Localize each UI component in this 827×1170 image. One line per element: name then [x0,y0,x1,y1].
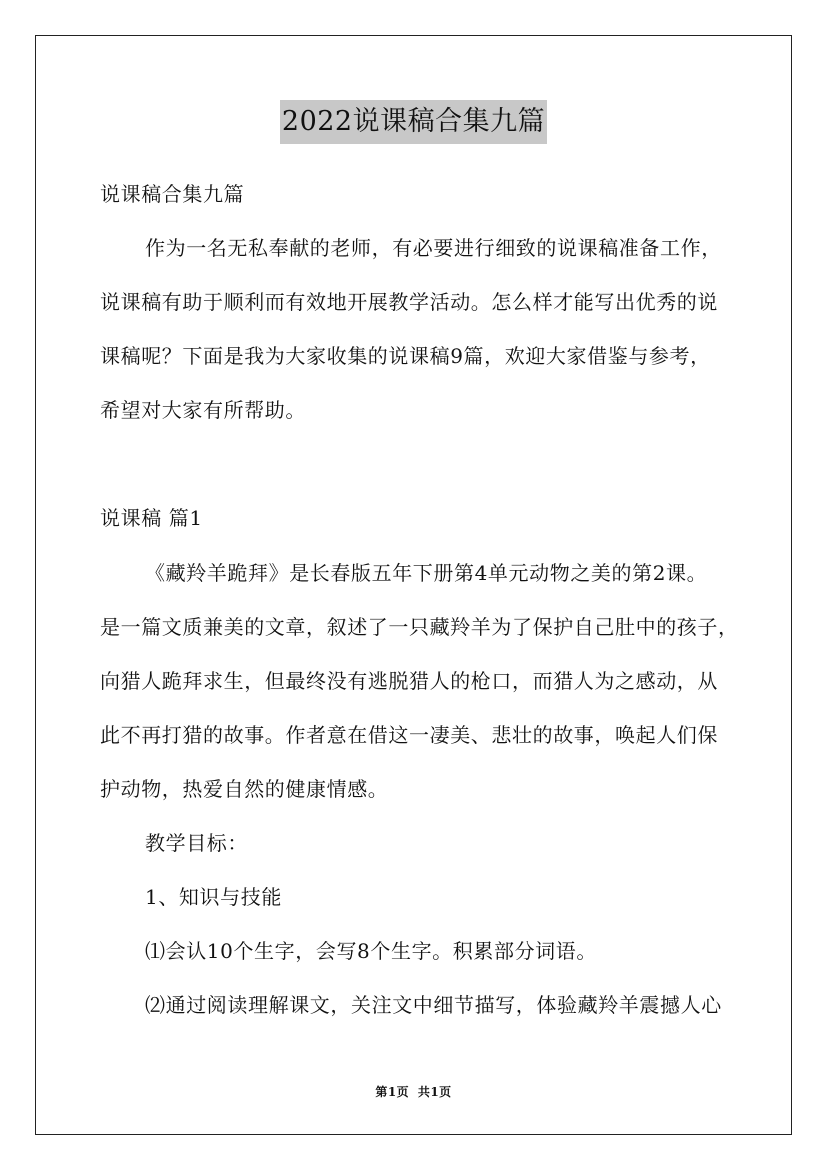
page-number: 第1页 [375,1085,410,1099]
title-text: 2022说课稿合集九篇 [280,100,547,144]
goal-subitem-2: ⑵通过阅读理解课文，关注文中细节描写，体验藏羚羊震撼人心 [145,993,722,1017]
page-footer [0,1083,827,1100]
intro-line-1: 作为一名无私奉献的老师，有必要进行细致的说课稿准备工作， [145,236,722,260]
body-line-5: 护动物，热爱自然的健康情感。 [100,777,389,801]
body-line-2: 是一篇文质兼美的文章，叙述了一只藏羚羊为了保护自己肚中的孩子， [100,615,739,639]
body-line-3: 向猎人跪拜求生，但最终没有逃脱猎人的枪口，而猎人为之感动，从 [100,669,718,693]
page-total: 共1页 [417,1085,452,1099]
body-line-4: 此不再打猎的故事。作者意在借这一凄美、悲壮的故事，唤起人们保 [100,723,718,747]
goal-subitem-1: ⑴会认10个生字，会写8个生字。积累部分词语。 [145,939,597,963]
document-title [0,100,827,144]
goal-item-1: 1、知识与技能 [145,885,282,909]
section-heading: 说课稿 篇1 [100,506,203,530]
body-line-1: 《藏羚羊跪拜》是长春版五年下册第4单元动物之美的第2课。 [145,561,708,585]
intro-line-3: 课稿呢？下面是我为大家收集的说课稿9篇，欢迎大家借鉴与参考， [100,344,711,368]
intro-line-4: 希望对大家有所帮助。 [100,398,306,422]
subtitle: 说课稿合集九篇 [100,182,245,206]
intro-line-2: 说课稿有助于顺利而有效地开展教学活动。怎么样才能写出优秀的说 [100,290,718,314]
goals-heading: 教学目标： [145,831,248,855]
